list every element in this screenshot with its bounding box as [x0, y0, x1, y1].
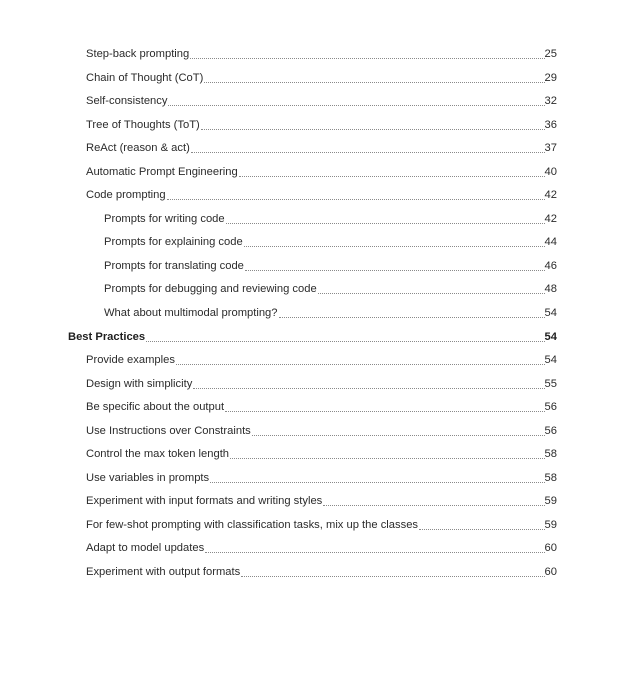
- toc-entry-title: Code prompting: [86, 184, 167, 208]
- toc-entry-page: 40: [545, 161, 557, 185]
- toc-entry-page: 55: [545, 373, 557, 397]
- toc-entry-title: Prompts for debugging and reviewing code: [104, 278, 318, 302]
- toc-entry-title: Control the max token length: [86, 443, 230, 467]
- toc-entry[interactable]: [0, 349, 628, 373]
- toc-entry-title: ReAct (reason & act): [86, 137, 191, 161]
- toc-entry[interactable]: [0, 467, 628, 491]
- toc-dot-leader: [245, 270, 545, 271]
- toc-entry-page: 36: [545, 114, 557, 138]
- toc-entry[interactable]: [0, 373, 628, 397]
- toc-dot-leader: [230, 458, 545, 459]
- toc-entry[interactable]: [0, 231, 628, 255]
- toc-entry[interactable]: [0, 208, 628, 232]
- toc-dot-leader: [323, 505, 544, 506]
- toc-dot-leader: [191, 152, 545, 153]
- toc-entry-page: 25: [545, 43, 557, 67]
- toc-section-heading[interactable]: [0, 326, 628, 350]
- toc-dot-leader: [279, 317, 545, 318]
- toc-entry-page: 59: [545, 514, 557, 538]
- toc-entry-page: 56: [545, 420, 557, 444]
- toc-entry-page: 60: [545, 561, 557, 585]
- toc-entry-title: Step-back prompting: [86, 43, 190, 67]
- toc-entry-title: Adapt to model updates: [86, 537, 205, 561]
- toc-entry-page: 60: [545, 537, 557, 561]
- toc-entry[interactable]: [0, 184, 628, 208]
- toc-entry-page: 54: [545, 326, 557, 350]
- toc-entry-page: 56: [545, 396, 557, 420]
- toc-entry-title: Provide examples: [86, 349, 176, 373]
- toc-entry[interactable]: [0, 67, 628, 91]
- toc-entry-title: For few-shot prompting with classification tasks, mix up the classes: [86, 514, 419, 538]
- toc-entry-page: 44: [545, 231, 557, 255]
- toc-dot-leader: [252, 435, 545, 436]
- table-of-contents: [0, 43, 628, 585]
- toc-dot-leader: [225, 411, 544, 412]
- toc-entry[interactable]: [0, 161, 628, 185]
- toc-dot-leader: [226, 223, 545, 224]
- toc-entry-title: Best Practices: [68, 326, 146, 350]
- toc-entry-page: 54: [545, 349, 557, 373]
- toc-entry[interactable]: [0, 137, 628, 161]
- toc-dot-leader: [168, 105, 544, 106]
- toc-dot-leader: [167, 199, 545, 200]
- toc-dot-leader: [318, 293, 545, 294]
- toc-dot-leader: [239, 176, 545, 177]
- toc-entry-page: 58: [545, 443, 557, 467]
- toc-dot-leader: [241, 576, 544, 577]
- toc-dot-leader: [244, 246, 545, 247]
- toc-entry-page: 42: [545, 208, 557, 232]
- toc-entry-page: 59: [545, 490, 557, 514]
- toc-dot-leader: [204, 82, 544, 83]
- toc-entry-title: Automatic Prompt Engineering: [86, 161, 239, 185]
- toc-entry-title: Prompts for writing code: [104, 208, 226, 232]
- toc-dot-leader: [176, 364, 545, 365]
- toc-entry-page: 54: [545, 302, 557, 326]
- toc-entry-title: Self-consistency: [86, 90, 168, 114]
- toc-entry-title: Experiment with output formats: [86, 561, 241, 585]
- toc-entry[interactable]: [0, 396, 628, 420]
- toc-entry-title: Chain of Thought (CoT): [86, 67, 204, 91]
- toc-entry-title: Prompts for translating code: [104, 255, 245, 279]
- toc-entry-title: Tree of Thoughts (ToT): [86, 114, 201, 138]
- toc-entry[interactable]: [0, 514, 628, 538]
- toc-entry[interactable]: [0, 278, 628, 302]
- toc-entry-page: 37: [545, 137, 557, 161]
- toc-entry-title: Prompts for explaining code: [104, 231, 244, 255]
- toc-entry[interactable]: [0, 302, 628, 326]
- toc-entry-page: 48: [545, 278, 557, 302]
- toc-entry[interactable]: [0, 490, 628, 514]
- toc-entry-title: Experiment with input formats and writing styles: [86, 490, 323, 514]
- toc-entry[interactable]: [0, 443, 628, 467]
- toc-dot-leader: [193, 388, 544, 389]
- toc-entry-page: 42: [545, 184, 557, 208]
- toc-entry[interactable]: [0, 114, 628, 138]
- toc-dot-leader: [190, 58, 544, 59]
- toc-entry[interactable]: [0, 561, 628, 585]
- toc-entry[interactable]: [0, 90, 628, 114]
- toc-entry-page: 32: [545, 90, 557, 114]
- toc-entry[interactable]: [0, 255, 628, 279]
- toc-entry-title: Be specific about the output: [86, 396, 225, 420]
- toc-entry-page: 29: [545, 67, 557, 91]
- toc-entry-title: Use variables in prompts: [86, 467, 210, 491]
- toc-entry-page: 58: [545, 467, 557, 491]
- toc-entry[interactable]: [0, 43, 628, 67]
- toc-dot-leader: [201, 129, 545, 130]
- toc-dot-leader: [419, 529, 545, 530]
- toc-entry[interactable]: [0, 420, 628, 444]
- toc-entry-title: Design with simplicity: [86, 373, 193, 397]
- toc-entry[interactable]: [0, 537, 628, 561]
- toc-dot-leader: [205, 552, 544, 553]
- toc-entry-title: What about multimodal prompting?: [104, 302, 279, 326]
- toc-entry-title: Use Instructions over Constraints: [86, 420, 252, 444]
- toc-dot-leader: [146, 341, 544, 342]
- toc-entry-page: 46: [545, 255, 557, 279]
- toc-dot-leader: [210, 482, 544, 483]
